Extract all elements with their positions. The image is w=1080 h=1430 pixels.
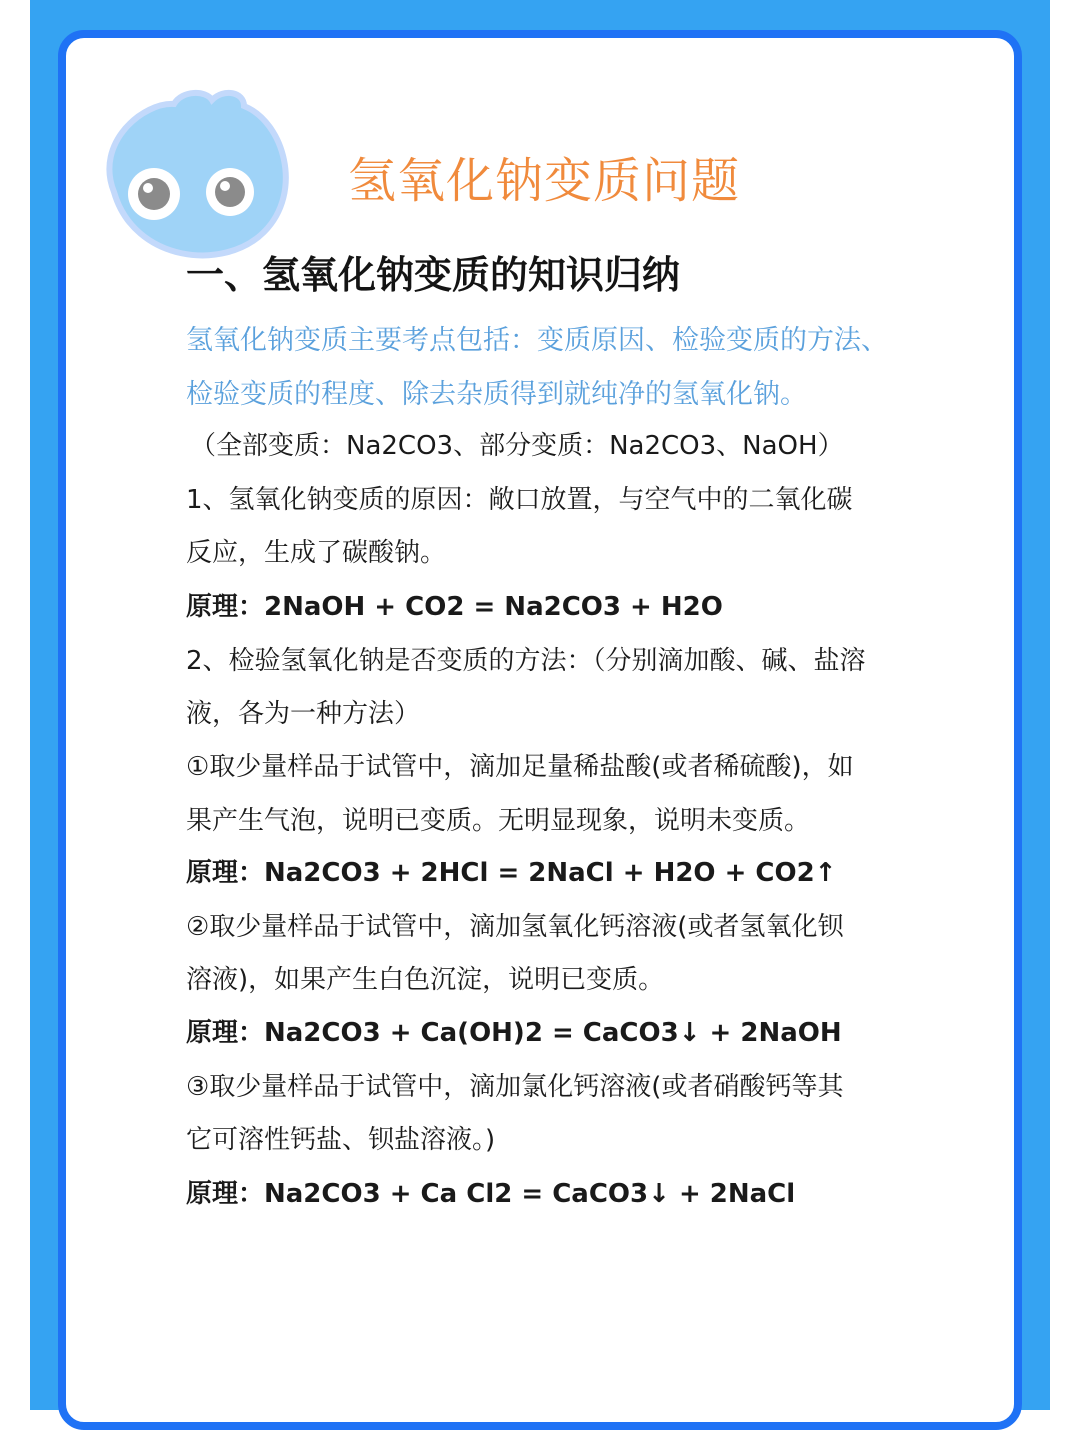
note-line: （全部变质：Na2CO3、部分变质：Na2CO3、NaOH） <box>190 431 844 461</box>
section-heading: 一、氢氧化钠变质的知识归纳 <box>186 253 681 297</box>
method1-line-1: ①取少量样品于试管中，滴加足量稀盐酸(或者稀硫酸)，如 <box>186 752 854 782</box>
principle-line-2: 原理：Na2CO3 + 2HCl = 2NaCl + H2O + CO2↑ <box>186 858 837 888</box>
method3-line-1: ③取少量样品于试管中，滴加氯化钙溶液(或者硝酸钙等其 <box>186 1072 844 1102</box>
intro-line-2: 检验变质的程度、除去杂质得到就纯净的氢氧化钠。 <box>186 379 807 410</box>
intro-line-1: 氢氧化钠变质主要考点包括：变质原因、检验变质的方法、 <box>186 325 888 356</box>
point2-line-2: 液，各为一种方法） <box>186 699 421 729</box>
point1-line-1: 1、氢氧化钠变质的原因：敞口放置，与空气中的二氧化碳 <box>186 485 853 515</box>
method1-line-2: 果产生气泡，说明已变质。无明显现象，说明未变质。 <box>186 806 811 836</box>
point2-line-1: 2、检验氢氧化钠是否变质的方法：（分别滴加酸、碱、盐溶 <box>186 646 866 676</box>
method2-line-1: ②取少量样品于试管中，滴加氢氧化钙溶液(或者氢氧化钡 <box>186 912 844 942</box>
page-title: 氢氧化钠变质问题 <box>348 153 741 209</box>
principle-line-4: 原理：Na2CO3 + Ca Cl2 = CaCO3↓ + 2NaCl <box>186 1179 796 1209</box>
principle-line-1: 原理：2NaOH + CO2 = Na2CO3 + H2O <box>186 592 723 622</box>
point1-line-2: 反应，生成了碳酸钠。 <box>186 538 447 568</box>
principle-line-3: 原理：Na2CO3 + Ca(OH)2 = CaCO3↓ + 2NaOH <box>186 1018 842 1048</box>
method3-line-2: 它可溶性钙盐、钡盐溶液。) <box>186 1125 496 1155</box>
method2-line-2: 溶液)，如果产生白色沉淀，说明已变质。 <box>186 965 665 995</box>
